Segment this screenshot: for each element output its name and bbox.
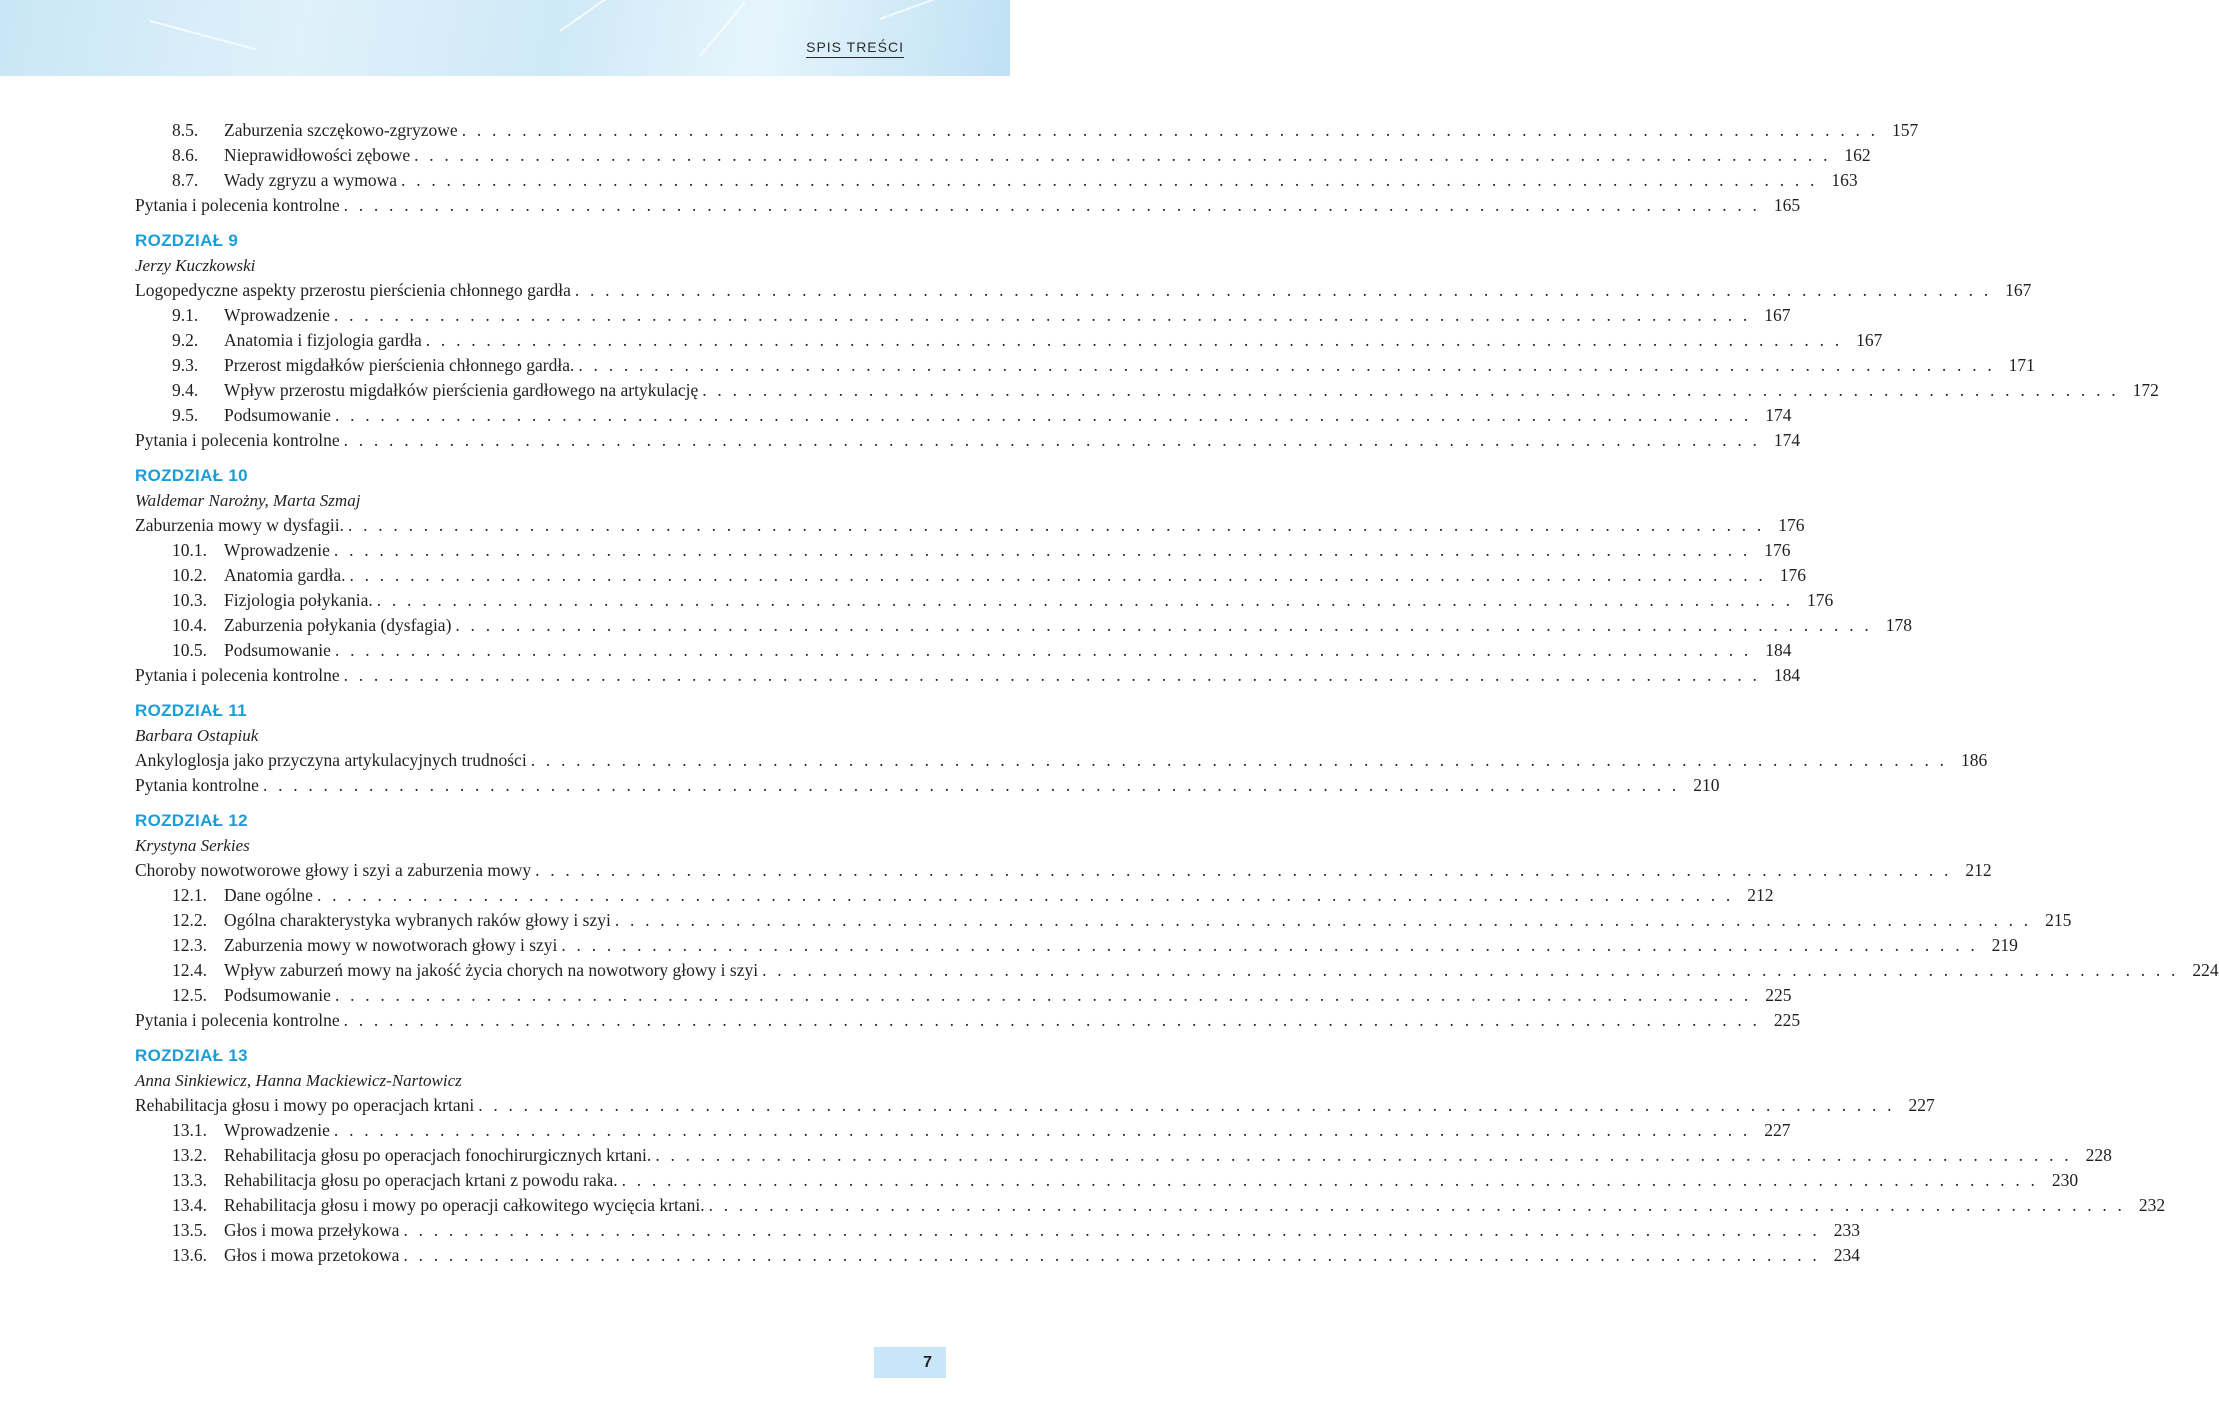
entry-title: Pytania i polecenia kontrolne [135,1010,340,1030]
page-ref: 210 [1693,775,1720,795]
page-ref: 234 [1833,1245,1860,1265]
page-ref: 176 [1807,590,1834,610]
entry-title: Rehabilitacja głosu po operacjach krtani z powodu raka. [224,1170,618,1190]
banner-decoration [699,2,746,57]
section-number: 12.1. [172,885,207,905]
entry-title: Pytania i polecenia kontrolne [135,195,340,215]
page-ref: 233 [1833,1220,1860,1240]
entry-title: Zaburzenia mowy w nowotworach głowy i szyi [224,935,558,955]
toc-entry [135,143,1871,168]
toc-entry [135,303,1791,328]
section-number: 10.1. [172,540,207,560]
page-ref: 176 [1764,540,1791,560]
section-number: 13.4. [172,1195,207,1215]
page-ref: 167 [2005,280,2032,300]
toc-entry [135,638,1792,663]
page-ref: 176 [1779,565,1807,585]
section-number: 9.4. [172,380,199,400]
dot-leader: . . . . . . . . . . . . . . . . . . . . . . . . . . . . . . . . . . . . . . . . . . . . . . . . . . . . . . . . . . . . . . . . . . . . . . . . . . . . . . . . . . . . . . . . . . . . . . [333,1120,1751,1140]
section-number: 10.3. [172,590,207,610]
header-banner [0,0,1010,76]
entry-title: Podsumowanie [224,405,331,425]
dot-leader: . . . . . . . . . . . . . . . . . . . . . . . . . . . . . . . . . . . . . . . . . . . . . . . . . . . . . . . . . . . . . . . . . . . . . . . . . . . . . . . . . . . . . . . . . . . . . . [349,565,1767,585]
page-number: 7 [874,1347,946,1378]
toc-entry [135,1118,1791,1143]
dot-leader: . . . . . . . . . . . . . . . . . . . . . . . . . . . . . . . . . . . . . . . . . . . . . . . . . . . . . . . . . . . . . . . . . . . . . . . . . . . . . . . . . . . . . . . . . . . . . . [708,1195,2126,1215]
page-ref: 157 [1891,120,1919,140]
page-ref: 227 [1908,1095,1935,1115]
page-ref: 212 [1965,860,1992,880]
toc-entry [135,1093,1935,1118]
page-ref: 171 [2008,355,2035,375]
section-number: 13.3. [172,1170,207,1190]
page-ref: 224 [2192,960,2219,980]
section-number: 12.3. [172,935,207,955]
toc-entry [135,193,1801,218]
toc-entry [135,428,1801,453]
section-number: 9.1. [172,305,199,325]
dot-leader: . . . . . . . . . . . . . . . . . . . . . . . . . . . . . . . . . . . . . . . . . . . . . . . . . . . . . . . . . . . . . . . . . . . . . . . . . . . . . . . . . . . . . . . . . . . . . . [343,1010,1761,1030]
dot-leader: . . . . . . . . . . . . . . . . . . . . . . . . . . . . . . . . . . . . . . . . . . . . . . . . . . . . . . . . . . . . . . . . . . . . . . . . . . . . . . . . . . . . . . . . . . . . . . [455,615,1872,635]
banner-decoration [559,0,634,32]
toc-entry [135,563,1807,588]
banner-decoration [880,0,965,20]
dot-leader: . . . . . . . . . . . . . . . . . . . . . . . . . . . . . . . . . . . . . . . . . . . . . . . . . . . . . . . . . . . . . . . . . . . . . . . . . . . . . . . . . . . . . . . . . . . . . . [334,405,1752,425]
entry-title: Dane ogólne [224,885,313,905]
toc-entry [135,1218,1860,1243]
dot-leader: . . . . . . . . . . . . . . . . . . . . . . . . . . . . . . . . . . . . . . . . . . . . . . . . . . . . . . . . . . . . . . . . . . . . . . . . . . . . . . . . . . . . . . . . . . . . . . [343,430,1761,450]
dot-leader: . . . . . . . . . . . . . . . . . . . . . . . . . . . . . . . . . . . . . . . . . . . . . . . . . . . . . . . . . . . . . . . . . . . . . . . . . . . . . . . . . . . . . . . . . . . . . . [655,1145,2072,1165]
toc-entry [135,378,2159,403]
page-ref: 174 [1765,405,1792,425]
page-ref: 228 [2085,1145,2112,1165]
toc-entry [135,328,1883,353]
toc-entry [135,613,1912,638]
entry-title: Pytania i polecenia kontrolne [135,430,340,450]
toc-entry [135,883,1774,908]
section-number: 8.7. [172,170,199,190]
page-ref: 212 [1747,885,1774,905]
page-ref: 167 [1764,305,1791,325]
entry-title: Wprowadzenie [224,305,330,325]
dot-leader: . . . . . . . . . . . . . . . . . . . . . . . . . . . . . . . . . . . . . . . . . . . . . . . . . . . . . . . . . . . . . . . . . . . . . . . . . . . . . . . . . . . . . . . . . . . . . . [333,540,1751,560]
page-ref: 225 [1765,985,1792,1005]
page-ref: 172 [2132,380,2159,400]
toc-entry [135,1243,1860,1268]
entry-title: Podsumowanie [224,640,331,660]
section-number: 13.5. [172,1220,207,1240]
section-number: 10.4. [172,615,207,635]
page-ref: 184 [1765,640,1792,660]
chapter-author: Jerzy Kuczkowski [135,256,256,275]
toc-entry [135,1008,1801,1033]
entry-title: Wprowadzenie [224,1120,330,1140]
page-ref: 163 [1831,170,1858,190]
section-number: 13.6. [172,1245,207,1265]
page-ref: 186 [1960,750,1988,770]
entry-title: Logopedyczne aspekty przerostu pierścienia chłonnego gardła [135,280,571,300]
toc-entry [135,908,2072,933]
dot-leader: . . . . . . . . . . . . . . . . . . . . . . . . . . . . . . . . . . . . . . . . . . . . . . . . . . . . . . . . . . . . . . . . . . . . . . . . . . . . . . . . . . . . . . . . . . . . . . [334,640,1752,660]
section-number: 9.5. [172,405,199,425]
dot-leader: . . . . . . . . . . . . . . . . . . . . . . . . . . . . . . . . . . . . . . . . . . . . . . . . . . . . . . . . . . . . . . . . . . . . . . . . . . . . . . . . . . . . . . . . . . . . . . [316,885,1734,905]
section-number: 10.2. [172,565,207,585]
page-ref: 176 [1778,515,1805,535]
toc-entry [135,1193,2166,1218]
section-number: 9.2. [172,330,199,350]
toc-entry [135,1168,2079,1193]
section-number: 12.5. [172,985,207,1005]
dot-leader: . . . . . . . . . . . . . . . . . . . . . . . . . . . . . . . . . . . . . . . . . . . . . . . . . . . . . . . . . . . . . . . . . . . . . . . . . . . . . . . . . . . . . . . . . . . . . . [425,330,1843,350]
dot-leader: . . . . . . . . . . . . . . . . . . . . . . . . . . . . . . . . . . . . . . . . . . . . . . . . . . . . . . . . . . . . . . . . . . . . . . . . . . . . . . . . . . . . . . . . . . . . . . [343,665,1761,685]
dot-leader: . . . . . . . . . . . . . . . . . . . . . . . . . . . . . . . . . . . . . . . . . . . . . . . . . . . . . . . . . . . . . . . . . . . . . . . . . . . . . . . . . . . . . . . . . . . . . . [702,380,2119,400]
chapter-heading: ROZDZIAŁ 12 [135,811,248,830]
entry-title: Wpływ przerostu migdałków pierścienia gardłowego na artykulację [224,380,699,400]
chapter-author: Anna Sinkiewicz, Hanna Mackiewicz-Nartowicz [135,1071,462,1090]
dot-leader: . . . . . . . . . . . . . . . . . . . . . . . . . . . . . . . . . . . . . . . . . . . . . . . . . . . . . . . . . . . . . . . . . . . . . . . . . . . . . . . . . . . . . . . . . . . . . . [574,280,1992,300]
entry-title: Rehabilitacja głosu po operacjach fonochirurgicznych krtani. [224,1145,652,1165]
chapter-heading: ROZDZIAŁ 13 [135,1046,248,1065]
entry-title: Wpływ zaburzeń mowy na jakość życia chorych na nowotwory głowy i szyi [224,960,759,980]
toc-entry [135,403,1792,428]
toc-entry [135,983,1792,1008]
page-ref: 165 [1773,195,1801,215]
toc-entry [135,168,1858,193]
toc-entry [135,513,1805,538]
toc-entry [135,748,1988,773]
entry-title: Podsumowanie [224,985,331,1005]
toc-entry [135,663,1801,688]
page-ref: 162 [1844,145,1871,165]
page-ref: 174 [1773,430,1801,450]
chapter-author: Waldemar Narożny, Marta Szmaj [135,491,361,510]
section-number: 12.2. [172,910,207,930]
entry-title: Głos i mowa przełykowa [224,1220,400,1240]
dot-leader: . . . . . . . . . . . . . . . . . . . . . . . . . . . . . . . . . . . . . . . . . . . . . . . . . . . . . . . . . . . . . . . . . . . . . . . . . . . . . . . . . . . . . . . . . . . . . . [401,170,1818,190]
dot-leader: . . . . . . . . . . . . . . . . . . . . . . . . . . . . . . . . . . . . . . . . . . . . . . . . . . . . . . . . . . . . . . . . . . . . . . . . . . . . . . . . . . . . . . . . . . . . . . [561,935,1978,955]
dot-leader: . . . . . . . . . . . . . . . . . . . . . . . . . . . . . . . . . . . . . . . . . . . . . . . . . . . . . . . . . . . . . . . . . . . . . . . . . . . . . . . . . . . . . . . . . . . . . . [621,1170,2039,1190]
dot-leader: . . . . . . . . . . . . . . . . . . . . . . . . . . . . . . . . . . . . . . . . . . . . . . . . . . . . . . . . . . . . . . . . . . . . . . . . . . . . . . . . . . . . . . . . . . . . . . [343,195,1761,215]
toc-entry [135,858,1992,883]
entry-title: Pytania kontrolne [135,775,259,795]
entry-title: Ankyloglosja jako przyczyna artykulacyjnych trudności [135,750,527,770]
banner-decoration [150,20,257,50]
toc-entry [135,278,2032,303]
dot-leader: . . . . . . . . . . . . . . . . . . . . . . . . . . . . . . . . . . . . . . . . . . . . . . . . . . . . . . . . . . . . . . . . . . . . . . . . . . . . . . . . . . . . . . . . . . . . . . [414,145,1831,165]
chapter-heading: ROZDZIAŁ 10 [135,466,248,485]
entry-title: Wady zgryzu a wymowa [224,170,398,190]
chapter-heading: ROZDZIAŁ 11 [135,701,247,720]
section-number: 13.2. [172,1145,207,1165]
entry-title: Anatomia gardła. [224,565,346,585]
dot-leader: . . . . . . . . . . . . . . . . . . . . . . . . . . . . . . . . . . . . . . . . . . . . . . . . . . . . . . . . . . . . . . . . . . . . . . . . . . . . . . . . . . . . . . . . . . . . . . [334,985,1752,1005]
toc-entry [135,588,1834,613]
page-ref: 232 [2138,1195,2166,1215]
page-ref: 167 [1856,330,1883,350]
page-ref: 225 [1773,1010,1801,1030]
entry-title: Zaburzenia połykania (dysfagia) [224,615,452,635]
page-ref: 219 [1991,935,2018,955]
dot-leader: . . . . . . . . . . . . . . . . . . . . . . . . . . . . . . . . . . . . . . . . . . . . . . . . . . . . . . . . . . . . . . . . . . . . . . . . . . . . . . . . . . . . . . . . . . . . . . [530,750,1948,770]
entry-title: Rehabilitacja głosu i mowy po operacji całkowitego wycięcia krtani. [224,1195,705,1215]
dot-leader: . . . . . . . . . . . . . . . . . . . . . . . . . . . . . . . . . . . . . . . . . . . . . . . . . . . . . . . . . . . . . . . . . . . . . . . . . . . . . . . . . . . . . . . . . . . . . . [535,860,1952,880]
chapter-heading: ROZDZIAŁ 9 [135,231,239,250]
dot-leader: . . . . . . . . . . . . . . . . . . . . . . . . . . . . . . . . . . . . . . . . . . . . . . . . . . . . . . . . . . . . . . . . . . . . . . . . . . . . . . . . . . . . . . . . . . . . . . [333,305,1751,325]
entry-title: Zaburzenia szczękowo-zgryzowe [224,120,458,140]
toc-entry [135,538,1791,563]
section-number: 8.5. [172,120,199,140]
section-number: 8.6. [172,145,199,165]
dot-leader: . . . . . . . . . . . . . . . . . . . . . . . . . . . . . . . . . . . . . . . . . . . . . . . . . . . . . . . . . . . . . . . . . . . . . . . . . . . . . . . . . . . . . . . . . . . . . . [478,1095,1895,1115]
dot-leader: . . . . . . . . . . . . . . . . . . . . . . . . . . . . . . . . . . . . . . . . . . . . . . . . . . . . . . . . . . . . . . . . . . . . . . . . . . . . . . . . . . . . . . . . . . . . . . [403,1220,1820,1240]
page-ref: 178 [1885,615,1912,635]
entry-title: Fizjologia połykania. [224,590,373,610]
entry-title: Rehabilitacja głosu i mowy po operacjach krtani [135,1095,475,1115]
entry-title: Choroby nowotworowe głowy i szyi a zaburzenia mowy [135,860,532,880]
entry-title: Anatomia i fizjologia gardła [224,330,422,350]
section-number: 13.1. [172,1120,207,1140]
dot-leader: . . . . . . . . . . . . . . . . . . . . . . . . . . . . . . . . . . . . . . . . . . . . . . . . . . . . . . . . . . . . . . . . . . . . . . . . . . . . . . . . . . . . . . . . . . . . . . [262,775,1680,795]
chapter-author: Barbara Ostapiuk [135,726,259,745]
dot-leader: . . . . . . . . . . . . . . . . . . . . . . . . . . . . . . . . . . . . . . . . . . . . . . . . . . . . . . . . . . . . . . . . . . . . . . . . . . . . . . . . . . . . . . . . . . . . . . [578,355,1995,375]
table-of-contents [135,118,2219,1268]
section-number: 9.3. [172,355,199,375]
entry-title: Głos i mowa przetokowa [224,1245,400,1265]
section-number: 10.5. [172,640,207,660]
toc-entry [135,1143,2112,1168]
toc-entry [135,118,1919,143]
entry-title: Zaburzenia mowy w dysfagii. [135,515,344,535]
entry-title: Ogólna charakterystyka wybranych raków głowy i szyi [224,910,611,930]
entry-title: Wprowadzenie [224,540,330,560]
toc-entry [135,958,2219,983]
dot-leader: . . . . . . . . . . . . . . . . . . . . . . . . . . . . . . . . . . . . . . . . . . . . . . . . . . . . . . . . . . . . . . . . . . . . . . . . . . . . . . . . . . . . . . . . . . . . . . [461,120,1879,140]
toc-entry [135,933,2018,958]
dot-leader: . . . . . . . . . . . . . . . . . . . . . . . . . . . . . . . . . . . . . . . . . . . . . . . . . . . . . . . . . . . . . . . . . . . . . . . . . . . . . . . . . . . . . . . . . . . . . . [376,590,1794,610]
entry-title: Nieprawidłowości zębowe [224,145,411,165]
page-ref: 184 [1773,665,1801,685]
dot-leader: . . . . . . . . . . . . . . . . . . . . . . . . . . . . . . . . . . . . . . . . . . . . . . . . . . . . . . . . . . . . . . . . . . . . . . . . . . . . . . . . . . . . . . . . . . . . . . [614,910,2032,930]
entry-title: Pytania i polecenia kontrolne [135,665,340,685]
dot-leader: . . . . . . . . . . . . . . . . . . . . . . . . . . . . . . . . . . . . . . . . . . . . . . . . . . . . . . . . . . . . . . . . . . . . . . . . . . . . . . . . . . . . . . . . . . . . . . [403,1245,1820,1265]
toc-entry [135,773,1720,798]
section-number: 12.4. [172,960,207,980]
section-title: SPIS TREŚCI [806,39,904,58]
page-ref: 230 [2051,1170,2079,1190]
chapter-author: Krystyna Serkies [135,836,250,855]
entry-title: Przerost migdałków pierścienia chłonnego gardła. [224,355,575,375]
dot-leader: . . . . . . . . . . . . . . . . . . . . . . . . . . . . . . . . . . . . . . . . . . . . . . . . . . . . . . . . . . . . . . . . . . . . . . . . . . . . . . . . . . . . . . . . . . . . . . [762,960,2179,980]
page-ref: 215 [2045,910,2072,930]
page-ref: 227 [1764,1120,1791,1140]
dot-leader: . . . . . . . . . . . . . . . . . . . . . . . . . . . . . . . . . . . . . . . . . . . . . . . . . . . . . . . . . . . . . . . . . . . . . . . . . . . . . . . . . . . . . . . . . . . . . . [347,515,1765,535]
toc-entry [135,353,2035,378]
